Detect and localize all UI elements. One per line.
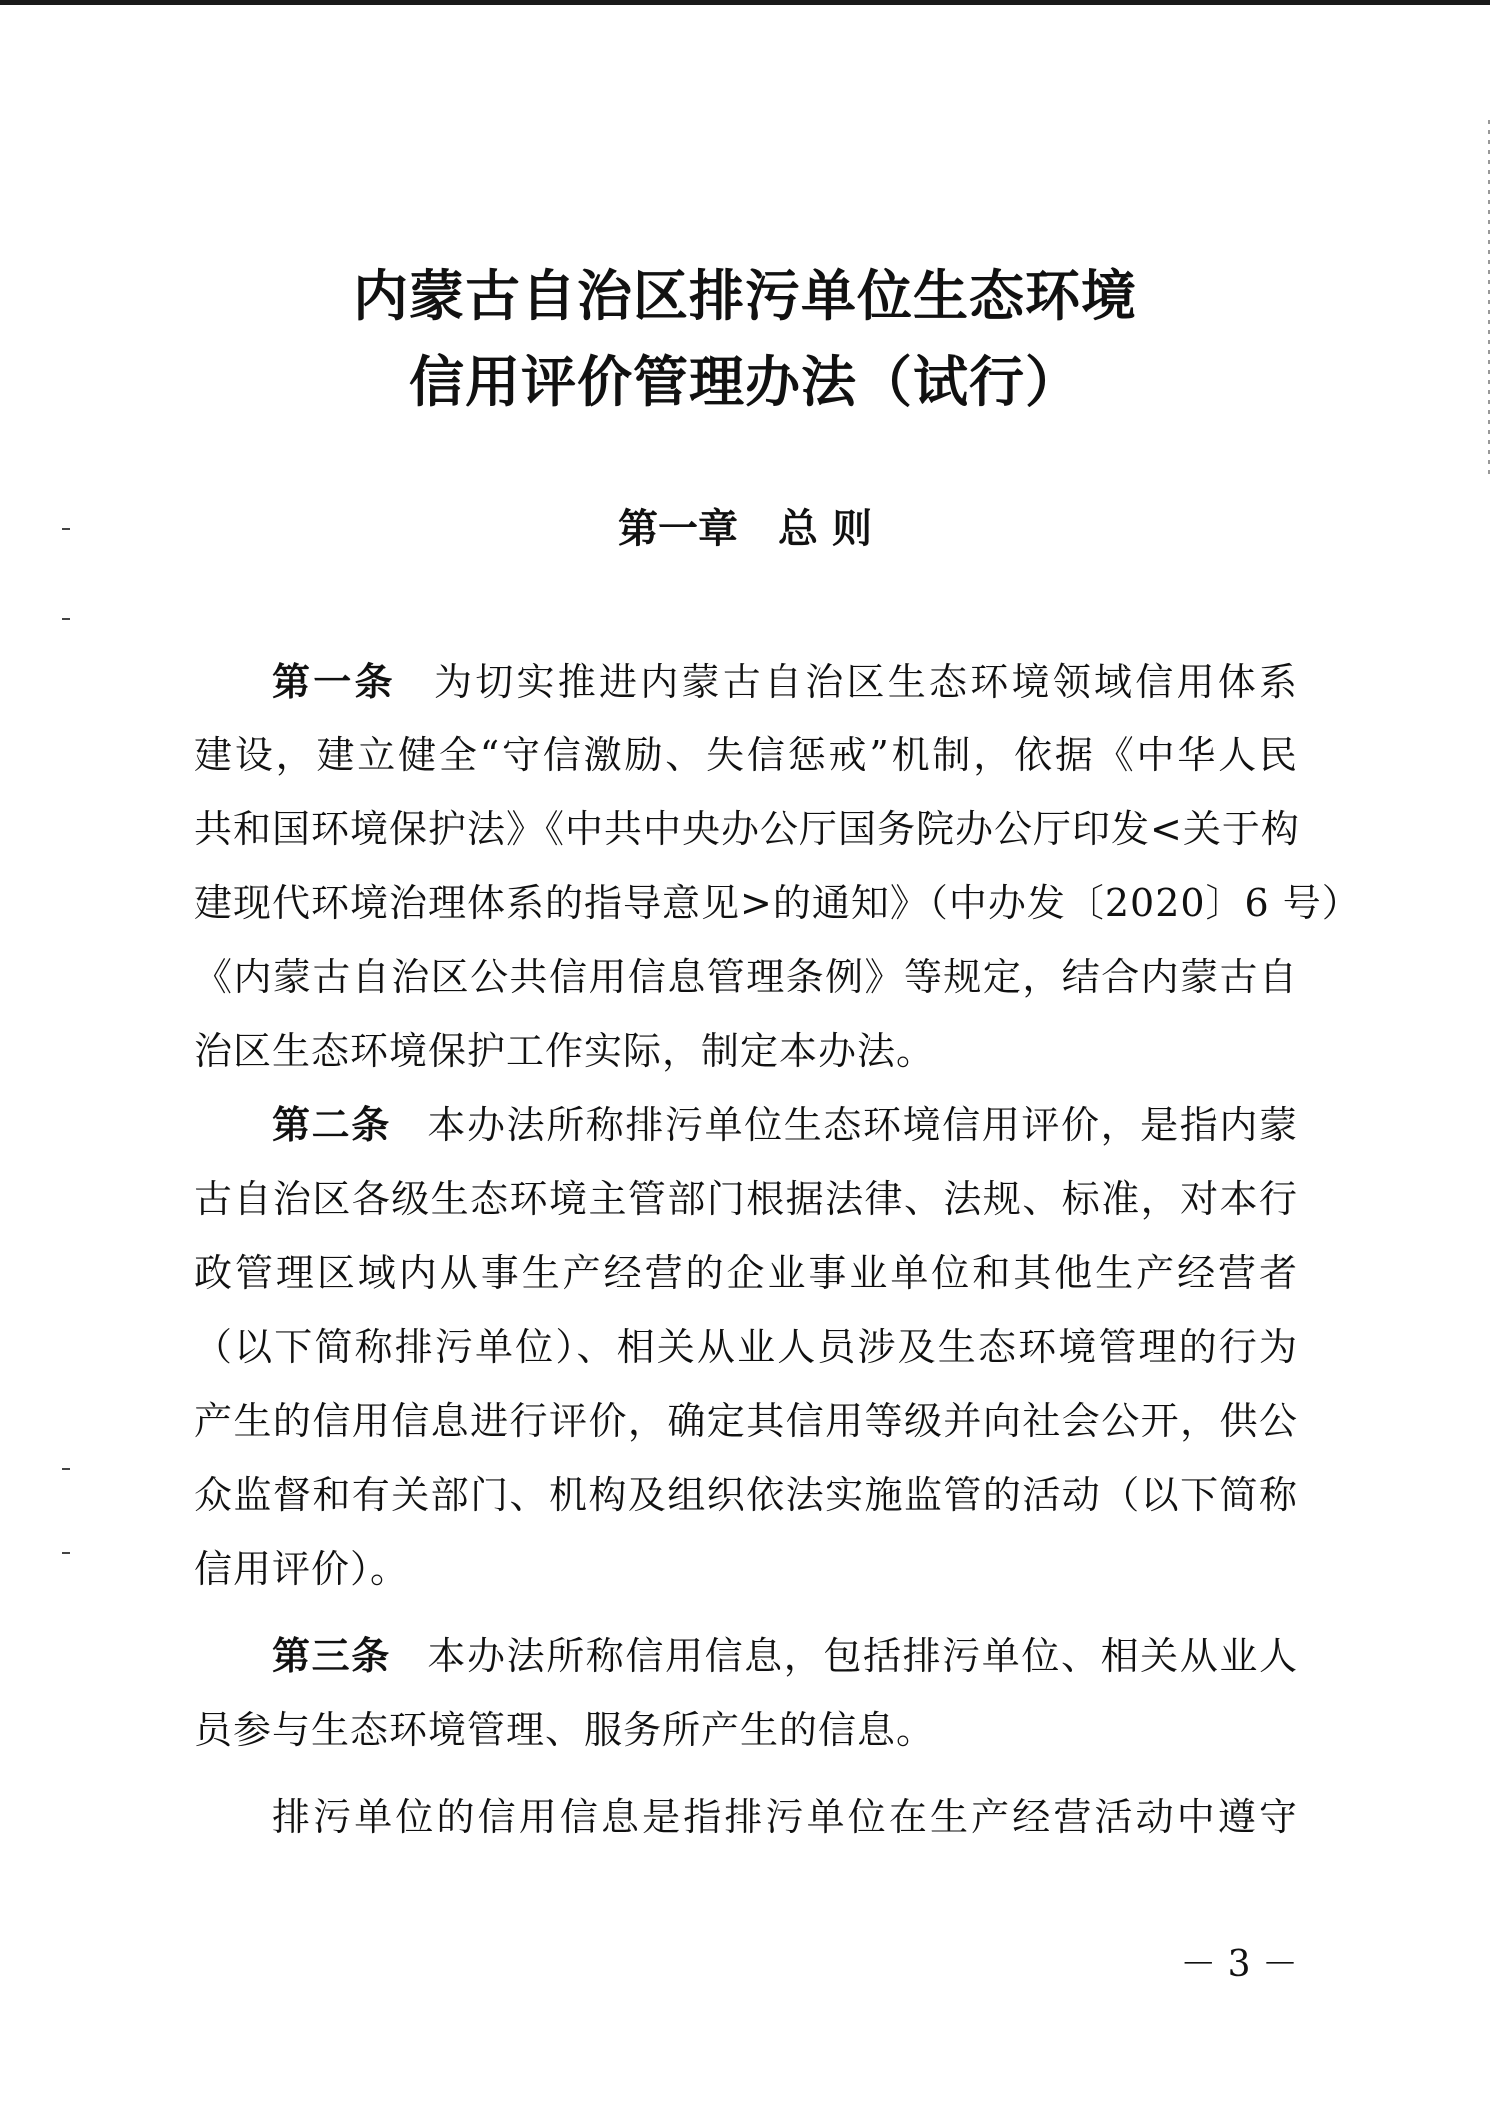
article-2-line: （以下简称排污单位）、相关从业人员涉及生态环境管理的行为 [194,1325,1298,1369]
article-2-line: 政管理区域内从事生产经营的企业事业单位和其他生产经营者 [194,1251,1298,1295]
article-1-line: 第一条 为切实推进内蒙古自治区生态环境领域信用体系 [272,660,1298,704]
article-label: 第三条 [272,1634,391,1678]
article-1-line: 共和国环境保护法》《中共中央办公厅国务院办公厅印发<关于构 [194,807,1300,851]
article-label: 第二条 [272,1103,391,1147]
paragraph-line: 排污单位的信用信息是指排污单位在生产经营活动中遵守 [272,1795,1298,1839]
article-label: 第一条 [272,660,396,704]
chapter-number: 第一章 [618,506,739,552]
page-number: － 3 － [1180,1944,1298,1985]
article-2-line: 众监督和有关部门、机构及组织依法实施监管的活动（以下简称 [194,1473,1298,1517]
article-2-line: 第二条 本办法所称排污单位生态环境信用评价，是指内蒙 [272,1103,1298,1147]
article-3-line: 第三条 本办法所称信用信息，包括排污单位、相关从业人 [272,1634,1298,1678]
margin-mark [62,1468,70,1470]
margin-mark [62,618,70,620]
article-3-line: 员参与生态环境管理、服务所产生的信息。 [194,1708,936,1752]
margin-mark [62,1552,70,1554]
document-title-line-2: 信用评价管理办法（试行） [408,350,1081,414]
chapter-heading [0,499,1490,559]
article-1-line: 建现代环境治理体系的指导意见>的通知》（中办发〔2020〕6 号） [194,881,1361,925]
article-1-line: 建设，建立健全“守信激励、失信惩戒”机制，依据《中华人民 [194,733,1298,777]
article-2-line: 信用评价）。 [194,1547,410,1591]
article-1-line: 治区生态环境保护工作实际，制定本办法。 [194,1029,936,1073]
top-scan-border [0,0,1490,5]
article-2-line: 古自治区各级生态环境主管部门根据法律、法规、标准，对本行 [194,1177,1298,1221]
article-1-line: 《内蒙古自治区公共信用信息管理条例》等规定，结合内蒙古自 [194,955,1298,999]
article-2-line: 产生的信用信息进行评价，确定其信用等级并向社会公开，供公 [194,1399,1298,1443]
chapter-name: 总 则 [778,506,872,552]
document-title-line-1: 内蒙古自治区排污单位生态环境 [352,264,1137,328]
